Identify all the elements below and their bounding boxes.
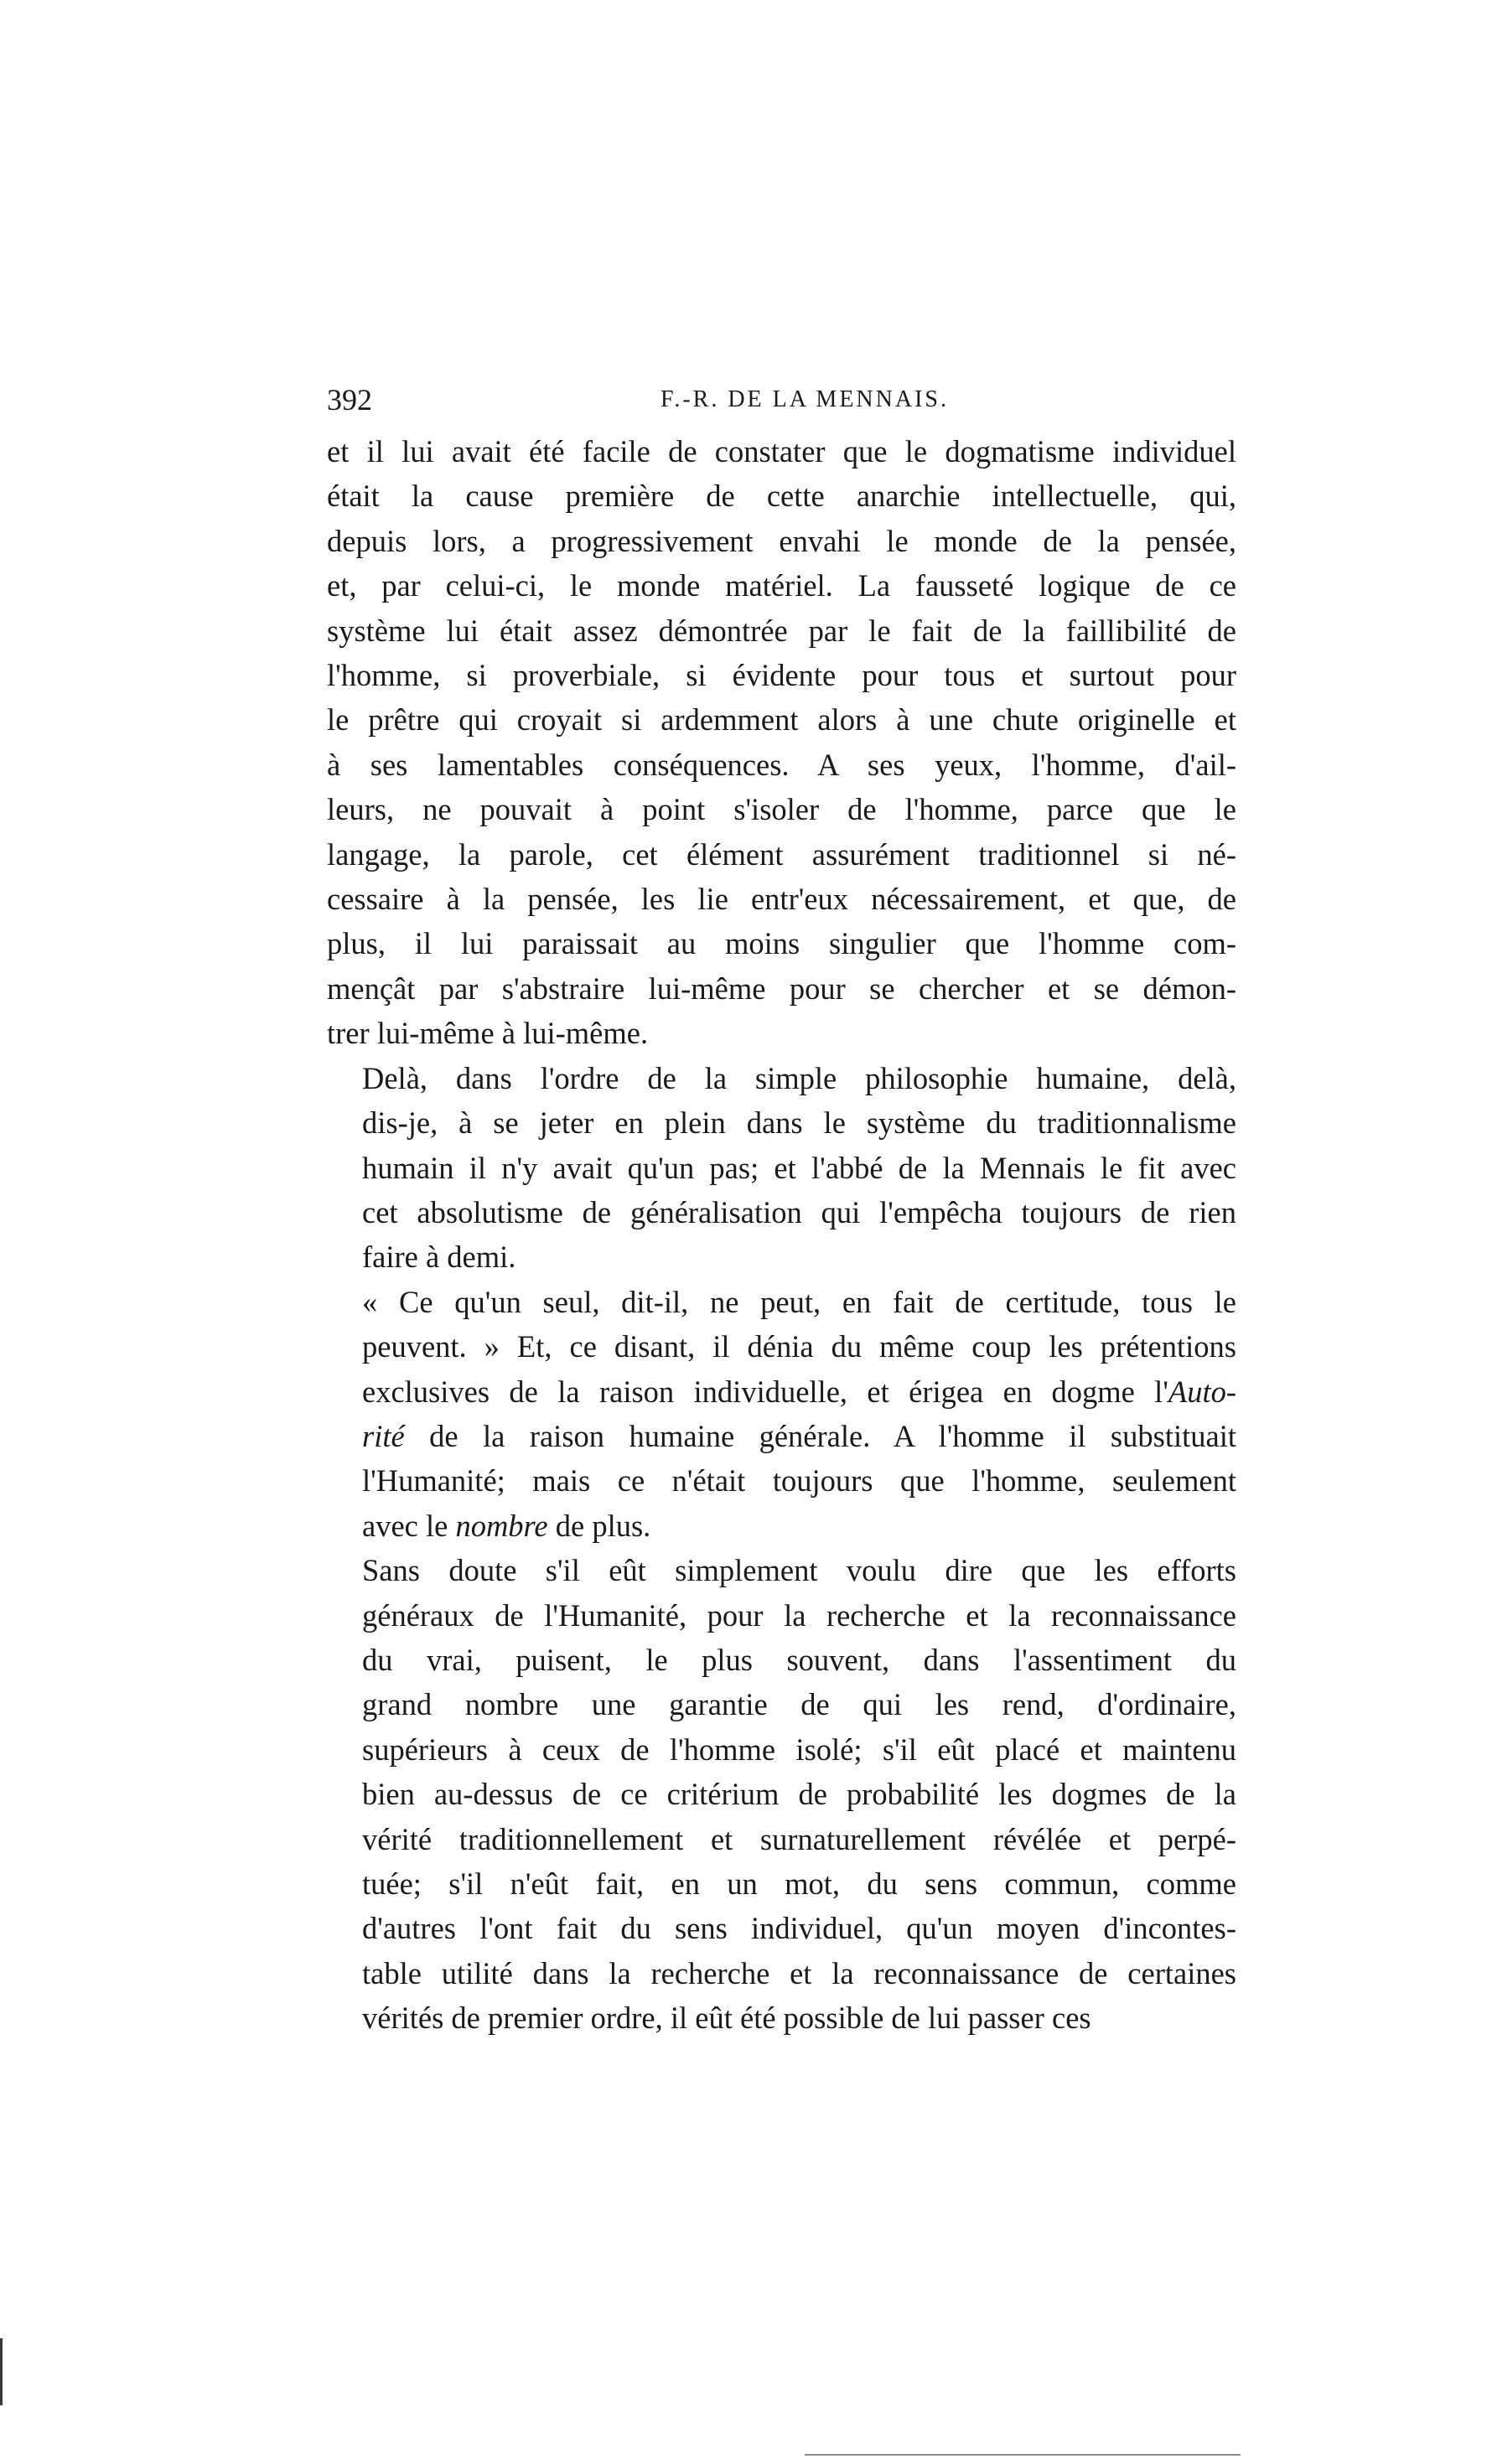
scan-edge-mark [0, 2338, 3, 2405]
scan-bottom-line [805, 2454, 1241, 2456]
paragraph [327, 1280, 1236, 1548]
text-line: grand nombre une garantie de qui les rend, d'ordinaire, [362, 1687, 1236, 1722]
text-line: du vrai, puisent, le plus souvent, dans l'assentiment du [362, 1642, 1236, 1677]
text-line: peuvent. » Et, ce disant, il dénia du même coup les prétentions [362, 1329, 1236, 1364]
paragraph [327, 429, 1236, 1056]
text-line: vérités de premier ordre, il eût été possible de lui passer ces [362, 2001, 1091, 2036]
text-line: d'autres l'ont fait du sens individuel, qu'un moyen d'incontes- [362, 1911, 1236, 1946]
text-line: cessaire à la pensée, les lie entr'eux nécessairement, et que, de [327, 882, 1236, 917]
text-line: à ses lamentables conséquences. A ses yeux, l'homme, d'ail- [327, 747, 1236, 782]
text-line: bien au-dessus de ce critérium de probabilité les dogmes de la [362, 1777, 1236, 1812]
text-line: langage, la parole, cet élément assurément traditionnel si né- [327, 836, 1236, 872]
page-number: 392 [327, 383, 372, 417]
text-line: et, par celui-ci, le monde matériel. La fausseté logique de ce [327, 568, 1236, 603]
text-line: l'Humanité; mais ce n'était toujours que l'homme, seulement [362, 1463, 1236, 1499]
text-line: depuis lors, a progressivement envahi le monde de la pensée, [327, 523, 1236, 558]
text-line: Sans doute s'il eût simplement voulu dire que les efforts [362, 1553, 1236, 1588]
text-line: système lui était assez démontrée par le fait de la faillibilité de [327, 613, 1236, 648]
text-line: leurs, ne pouvait à point s'isoler de l'homme, parce que le [327, 792, 1236, 827]
text-line: avec le nombre de plus. [362, 1508, 651, 1543]
page-header [327, 381, 1241, 418]
text-line: exclusives de la raison individuelle, et érigea en dogme l'Auto- [362, 1374, 1236, 1409]
text-line: cet absolutisme de généralisation qui l'empêcha toujours de rien [362, 1194, 1236, 1229]
text-line: généraux de l'Humanité, pour la recherche et la reconnaissance [362, 1597, 1236, 1633]
text-line: supérieurs à ceux de l'homme isolé; s'il eût placé et maintenu [362, 1732, 1236, 1767]
text-line: vérité traditionnellement et surnaturellement révélée et perpé- [362, 1821, 1236, 1856]
text-line: faire à demi. [362, 1240, 516, 1275]
text-line: et il lui avait été facile de constater que le dogmatisme individuel [327, 434, 1236, 468]
text-line: table utilité dans la recherche et la reconnaissance de certaines [362, 1955, 1236, 1990]
text-line: mençât par s'abstraire lui-même pour se chercher et se démon- [327, 971, 1236, 1006]
running-title: F.-R. DE LA MENNAIS. [661, 386, 949, 412]
text-line: était la cause première de cette anarchie intellectuelle, qui, [327, 479, 1236, 514]
body-text [327, 429, 1236, 2041]
paragraph [327, 1056, 1236, 1280]
text-line: Delà, dans l'ordre de la simple philosophie humaine, delà, [362, 1060, 1236, 1095]
text-line: plus, il lui paraissait au moins singulier que l'homme com- [327, 926, 1236, 961]
text-line: le prêtre qui croyait si ardemment alors à une chute originelle et [327, 702, 1236, 738]
text-line: humain il n'y avait qu'un pas; et l'abbé de la Mennais le fit avec [362, 1150, 1236, 1185]
text-line: rité de la raison humaine générale. A l'homme il substituait [362, 1418, 1236, 1453]
text-line: l'homme, si proverbiale, si évidente pour tous et surtout pour [327, 658, 1236, 693]
paragraph [327, 1548, 1236, 2040]
text-line: « Ce qu'un seul, dit-il, ne peut, en fait de certitude, tous le [362, 1284, 1236, 1319]
text-line: dis-je, à se jeter en plein dans le système du traditionnalisme [362, 1105, 1236, 1141]
text-line: tuée; s'il n'eût fait, en un mot, du sens commun, comme [362, 1866, 1236, 1901]
text-line: trer lui-même à lui-même. [327, 1016, 649, 1051]
